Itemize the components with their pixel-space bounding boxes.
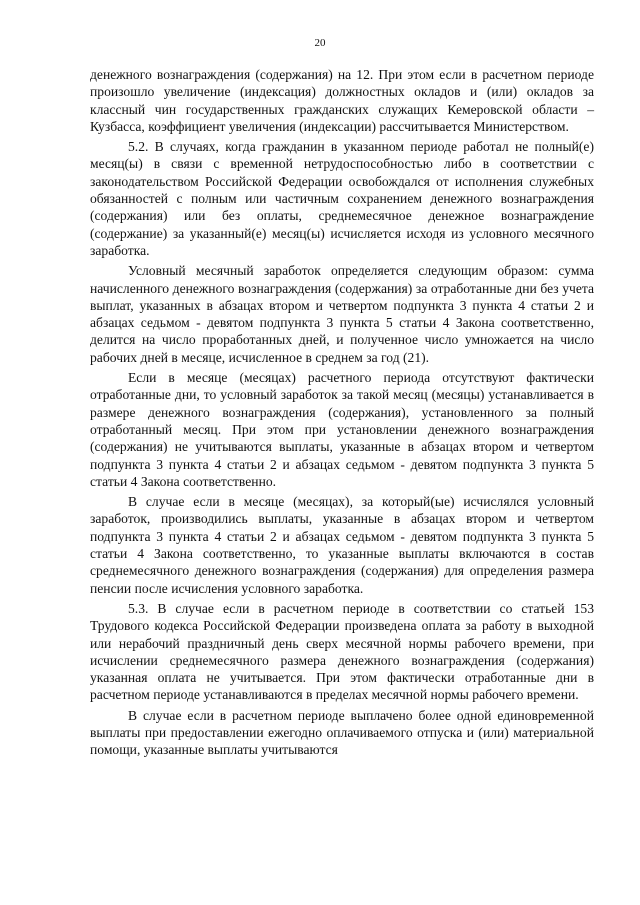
document-body <box>90 66 594 759</box>
paragraph-5-3: 5.3. В случае если в расчетном периоде в соответствии со статьей 153 Трудового кодекса Российской Федерации произведена оплата за работу в выходной или нерабочий праздничный день сверх месячной нормы рабочего времени, при исчислении среднемесячного размера денежного вознаграждения (содержания) указанная оплата не учитывается. При этом фактически отработанные дни в расчетном периоде устанавливаются в пределах месячной нормы рабочего времени. <box>90 600 594 703</box>
paragraph-conditional-earnings: Условный месячный заработок определяется следующим образом: сумма начисленного денежного вознаграждения (содержания) за отработанные дни без учета выплат, указанных в абзацах втором и четвертом подпункта 3 пункта 4 статьи 2 и абзацах седьмом - девятом подпункта 3 пункта 5 статьи 4 Закона соответственно, делится на число проработанных дней, и полученное число умножается на число рабочих дней в месяце, исчисленное в среднем за год (21). <box>90 263 594 365</box>
page-number: 20 <box>314 37 326 49</box>
paragraph-continuation: денежного вознаграждения (содержания) на 12. При этом если в расчетном периоде произошло увеличение (индексация) должностных окладов и (или) окладов за классный чин государственных гражданских служащих Кемеровской области – Кузбасса, коэффициент увеличения (индексации) рассчитывается Министерством. <box>90 67 594 134</box>
paragraph-lump-sum-payments: В случае если в расчетном периоде выплачено более одной единовременной выплаты при предоставлении ежегодно оплачиваемого отпуска и (или) материальной помощи, указанные выплаты учитываются <box>90 707 594 758</box>
paragraph-5-2: 5.2. В случаях, когда гражданин в указанном периоде работал не полный(е) месяц(ы) в связи с временной нетрудоспособностью либо в соответствии с законодательством Российской Федерации освобождался от исполнения служебных обязанностей с полным или частичным сохранением денежного вознаграждения (содержания) или без оплаты, среднемесячное денежное вознаграждение (содержание) за указанный(е) месяц(ы) исчисляется исходя из условного месячного заработка. <box>90 139 594 258</box>
paragraph-payments-included: В случае если в месяце (месяцах), за который(ые) исчислялся условный заработок, производились выплаты, указанные в абзацах втором и четвертом подпункта 3 пункта 4 статьи 2 и абзацах седьмом - девятом подпункта 3 пункта 5 статьи 4 Закона соответственно, то указанные выплаты включаются в состав среднемесячного денежного вознаграждения (содержания) для определения размера пенсии после исчисления условного заработка. <box>90 494 594 596</box>
paragraph-no-worked-days: Если в месяце (месяцах) расчетного периода отсутствуют фактически отработанные дни, то условный заработок за такой месяц (месяцы) устанавливается в размере денежного вознаграждения (содержания), установленного за полный отработанный месяц. При этом при установлении денежного вознаграждения (содержания) не учитываются выплаты, указанные в абзацах втором и четвертом подпункта 3 пункта 4 статьи 2 и абзацах седьмом - девятом подпункта 3 пункта 5 статьи 4 Закона соответственно. <box>90 370 594 489</box>
